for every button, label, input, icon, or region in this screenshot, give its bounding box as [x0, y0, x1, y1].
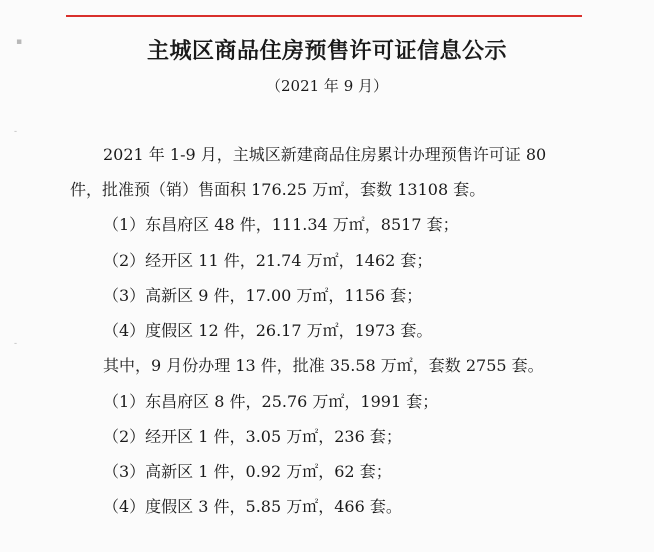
monthly-summary-line: 其中，9 月份办理 13 件，批准 35.58 万㎡，套数 2755 套。 — [103, 356, 544, 375]
scan-mark: - — [14, 339, 18, 349]
document-title: 主城区商品住房预售许可证信息公示 — [146, 39, 507, 64]
district-line: （4）度假区 12 件，26.17 万㎡，1973 套。 — [103, 321, 433, 340]
district-line: （1）东昌府区 48 件，111.34 万㎡，8517 套； — [103, 215, 459, 234]
paragraph-line-2: 件，批准预（销）售面积 176.25 万㎡，套数 13108 套。 — [70, 180, 486, 199]
paragraph-line-1: 2021 年 1-9 月，主城区新建商品住房累计办理预售许可证 80 — [103, 145, 547, 164]
district-line: （3）高新区 1 件，0.92 万㎡，62 套； — [103, 462, 392, 481]
district-line: （3）高新区 9 件，17.00 万㎡，1156 套； — [103, 286, 423, 305]
district-line: （2）经开区 1 件，3.05 万㎡，236 套； — [103, 427, 402, 446]
scan-mark: - — [14, 127, 18, 137]
district-line: （1）东昌府区 8 件，25.76 万㎡，1991 套； — [103, 392, 439, 411]
district-line: （4）度假区 3 件，5.85 万㎡，466 套。 — [103, 497, 402, 516]
scan-mark: ▪ — [16, 37, 23, 47]
district-line: （2）经开区 11 件，21.74 万㎡，1462 套； — [103, 251, 433, 270]
document-subtitle: （2021 年 9 月） — [265, 77, 389, 95]
header-red-rule — [66, 15, 582, 17]
